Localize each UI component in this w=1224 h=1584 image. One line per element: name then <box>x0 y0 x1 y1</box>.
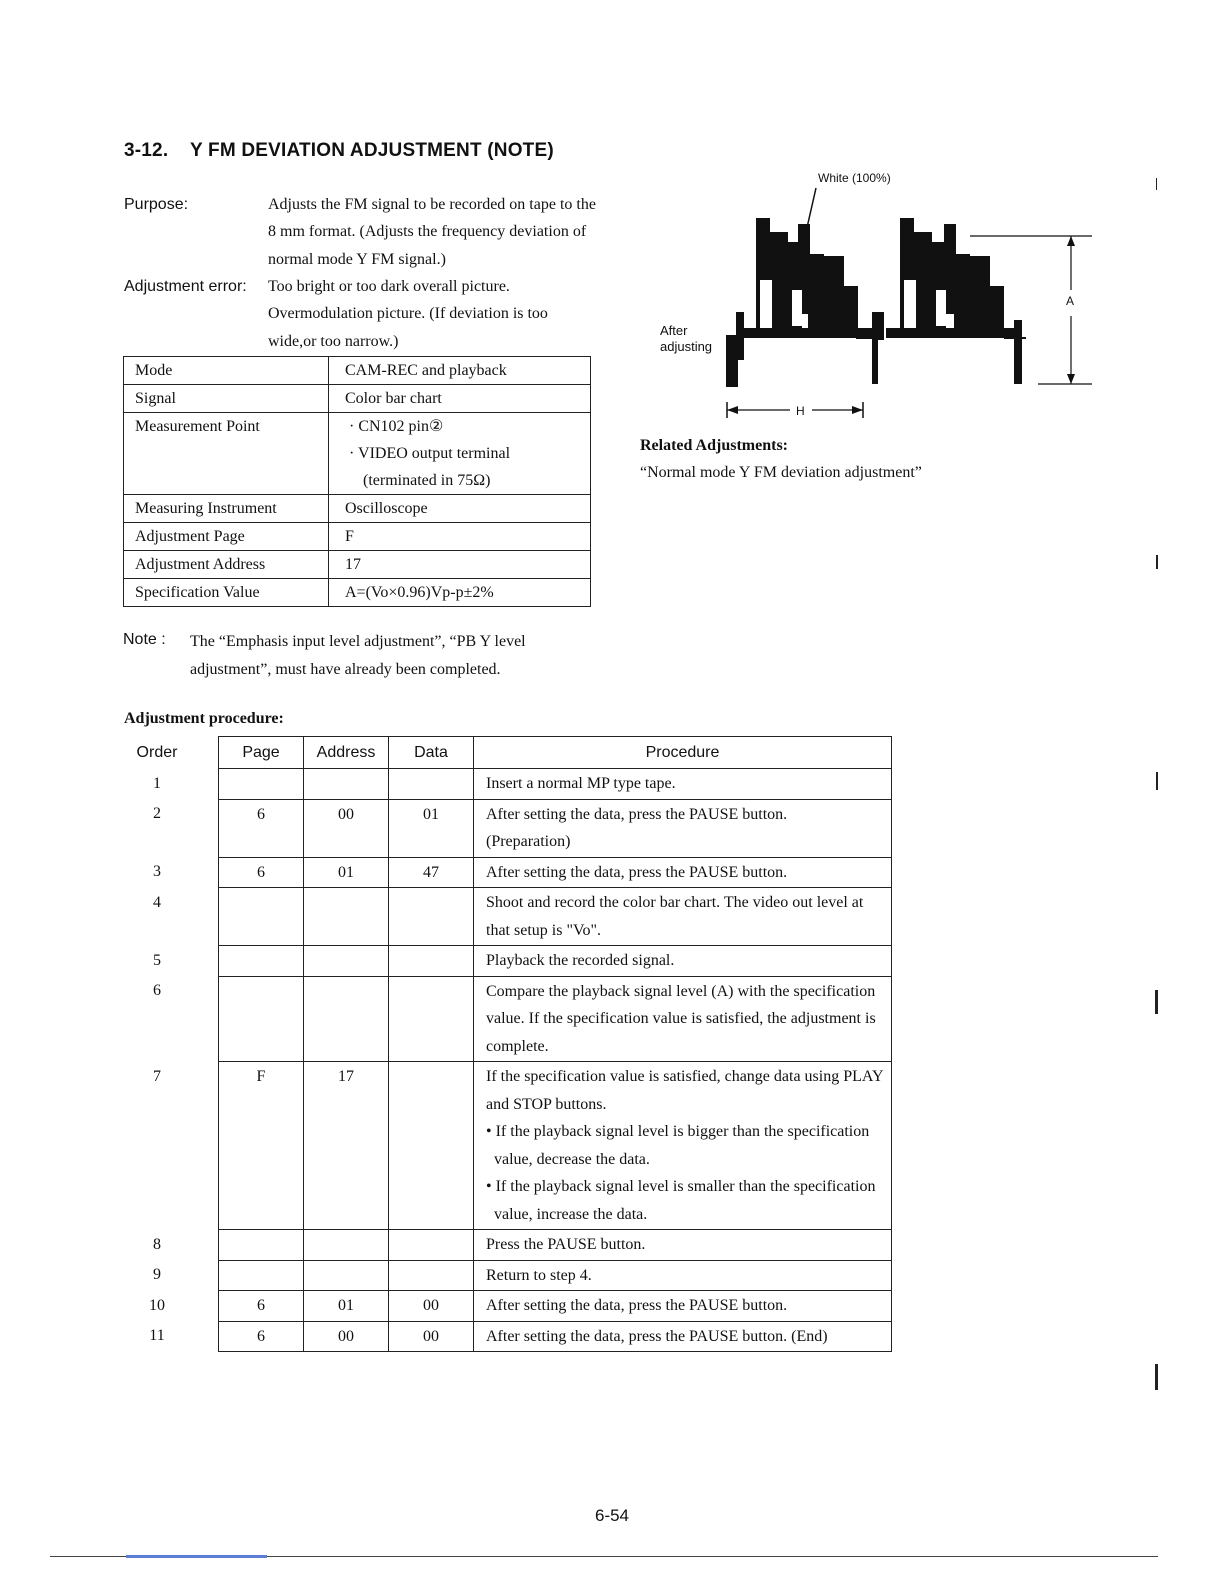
step-procedure-line: After setting the data, press the PAUSE button. <box>486 805 788 823</box>
step-address <box>304 888 389 946</box>
spec-value: Color bar chart <box>329 385 591 413</box>
step-order: 5 <box>153 951 161 969</box>
step-procedure <box>474 1062 892 1230</box>
spec-table <box>123 356 591 607</box>
related-text: “Normal mode Y FM deviation adjustment” <box>640 464 922 481</box>
spec-value: A=(Vo×0.96)Vp-p±2% <box>329 579 591 607</box>
sync-pulse-2 <box>1014 320 1022 384</box>
step-address: 01 <box>304 1291 389 1322</box>
after-label: After <box>660 323 688 338</box>
margin-mark <box>1156 555 1158 569</box>
step-procedure <box>474 1291 892 1322</box>
step-procedure <box>474 946 892 977</box>
spec-value: F <box>329 523 591 551</box>
spec-label: Specification Value <box>124 579 329 607</box>
step-data <box>389 1062 474 1230</box>
step-address: 17 <box>304 1062 389 1230</box>
a-arrowhead-down <box>1067 374 1075 384</box>
step-order: 11 <box>149 1327 165 1344</box>
margin-mark <box>1155 990 1158 1014</box>
step-page: 6 <box>219 1321 304 1352</box>
spec-label: Mode <box>124 357 329 385</box>
step-procedure-line: Insert a normal MP type tape. <box>486 775 676 792</box>
step-data: 01 <box>389 799 474 857</box>
procedure-title: Adjustment procedure: <box>124 710 284 727</box>
procedure-row <box>120 1062 892 1230</box>
margin-mark <box>1156 178 1157 190</box>
step-procedure-line: After setting the data, press the PAUSE button. <box>486 1297 788 1314</box>
spec-row-adjustment-page <box>124 523 591 551</box>
header-data: Data <box>389 737 474 769</box>
adjustment-error-text: Too bright or too dark overall picture. Overmodulation picture. (If deviation is too wide,or too narrow.) <box>268 278 548 350</box>
procedure-row <box>120 769 892 800</box>
spec-row-measurement-point <box>124 413 591 495</box>
step-procedure <box>474 857 892 888</box>
step-data <box>389 1260 474 1291</box>
spec-row-measuring-instrument <box>124 495 591 523</box>
step-procedure-line: (Preparation) <box>486 833 571 850</box>
spec-label: Measurement Point <box>124 413 329 495</box>
section-title-text: Y FM DEVIATION ADJUSTMENT (NOTE) <box>190 140 554 161</box>
step-procedure <box>474 1230 892 1261</box>
bottom-blue-mark <box>126 1555 267 1558</box>
step-procedure <box>474 888 892 946</box>
note-text: The “Emphasis input level adjustment”, “PB Y level adjustment”, must have already been completed. <box>190 633 526 678</box>
step-address: 01 <box>304 857 389 888</box>
step-page: F <box>219 1062 304 1230</box>
h-arrowhead-left <box>727 406 738 414</box>
note-label: Note : <box>123 631 166 648</box>
step-address <box>304 769 389 800</box>
measurement-line: (terminated in 75Ω) <box>363 472 491 489</box>
spec-value: 17 <box>329 551 591 579</box>
step-procedure-line: Compare the playback signal level (A) with the specification value. If the specification value is satisfied, the adjustment is complete. <box>486 982 876 1055</box>
procedure-row <box>120 1260 892 1291</box>
step-procedure <box>474 799 892 857</box>
margin-mark <box>1155 1364 1158 1390</box>
procedure-row <box>120 1291 892 1322</box>
step-data: 47 <box>389 857 474 888</box>
procedure-body <box>120 769 892 1352</box>
spec-row-mode <box>124 357 591 385</box>
spec-value: Oscilloscope <box>329 495 591 523</box>
purpose-label: Purpose: <box>124 196 189 213</box>
step-order: 2 <box>153 805 161 822</box>
procedure-row <box>120 888 892 946</box>
spec-label: Signal <box>124 385 329 413</box>
step-address: 00 <box>304 799 389 857</box>
procedure-row <box>120 976 892 1062</box>
step-page <box>219 769 304 800</box>
header-page: Page <box>219 737 304 769</box>
margin-mark <box>1156 772 1158 790</box>
step-page: 6 <box>219 857 304 888</box>
spec-value <box>329 413 591 495</box>
spec-row-signal <box>124 385 591 413</box>
step-order: 9 <box>153 1266 161 1283</box>
step-procedure-line: Return to step 4. <box>486 1266 592 1284</box>
step-order: 7 <box>153 1067 161 1085</box>
step-address: 00 <box>304 1321 389 1352</box>
purpose-text: Adjusts the FM signal to be recorded on tape to the 8 mm format. (Adjusts the frequency deviation of normal mode Y FM signal.) <box>268 196 596 268</box>
step-procedure-line: After setting the data, press the PAUSE button. <box>486 863 788 881</box>
step-order: 6 <box>153 982 161 999</box>
adjustment-error-label: Adjustment error: <box>124 278 247 295</box>
step-procedure-line: • If the playback signal level is bigger than the specification value, decrease the data. <box>486 1123 870 1168</box>
adjusting-label: adjusting <box>660 339 713 354</box>
a-dimension-label: A <box>1066 294 1075 308</box>
header-procedure: Procedure <box>474 737 892 769</box>
step-address <box>304 946 389 977</box>
step-data <box>389 769 474 800</box>
procedure-row <box>120 1321 892 1352</box>
step-procedure <box>474 1321 892 1352</box>
step-order: 8 <box>153 1235 161 1253</box>
waveform-diagram <box>700 170 1120 430</box>
section-number: 3-12. <box>124 140 169 161</box>
related-title: Related Adjustments: <box>640 437 788 454</box>
step-data <box>389 946 474 977</box>
step-address <box>304 1260 389 1291</box>
procedure-row <box>120 799 892 857</box>
step-page <box>219 1230 304 1261</box>
h-arrowhead-right <box>852 406 863 414</box>
spec-label: Measuring Instrument <box>124 495 329 523</box>
step-address <box>304 1230 389 1261</box>
step-data <box>389 1230 474 1261</box>
step-procedure-line: • If the playback signal level is smaller than the specification value, increase the data. <box>486 1178 876 1223</box>
procedure-row <box>120 857 892 888</box>
step-procedure-line: Shoot and record the color bar chart. The video out level at that setup is "Vo". <box>486 894 864 939</box>
spec-row-adjustment-address <box>124 551 591 579</box>
step-procedure <box>474 976 892 1062</box>
spec-row-specification-value <box>124 579 591 607</box>
step-address <box>304 976 389 1062</box>
procedure-row <box>120 946 892 977</box>
step-procedure-line: After setting the data, press the PAUSE button. (End) <box>486 1327 828 1345</box>
step-page <box>219 888 304 946</box>
step-procedure-line: Press the PAUSE button. <box>486 1236 646 1253</box>
step-order: 1 <box>153 774 161 792</box>
spec-value: CAM-REC and playback <box>329 357 591 385</box>
spec-label: Adjustment Address <box>124 551 329 579</box>
spec-label: Adjustment Page <box>124 523 329 551</box>
step-procedure-line: If the specification value is satisfied, change data using PLAY and STOP buttons. <box>486 1068 883 1113</box>
step-procedure <box>474 769 892 800</box>
step-page: 6 <box>219 799 304 857</box>
header-order: Order <box>136 743 178 761</box>
step-procedure <box>474 1260 892 1291</box>
step-data: 00 <box>389 1291 474 1322</box>
h-dimension-label: H <box>796 404 805 418</box>
page-number: 6-54 <box>594 1506 630 1525</box>
step-page <box>219 976 304 1062</box>
step-order: 10 <box>149 1296 165 1314</box>
step-data <box>389 976 474 1062</box>
waveform-cycle-1 <box>726 218 884 387</box>
procedure-header-row <box>120 737 892 769</box>
procedure-table <box>120 736 892 1352</box>
section-title <box>124 140 554 162</box>
step-data <box>389 888 474 946</box>
step-procedure-line: Playback the recorded signal. <box>486 952 675 969</box>
white-label: White (100%) <box>818 171 891 185</box>
step-page <box>219 946 304 977</box>
step-order: 4 <box>153 893 161 911</box>
step-order: 3 <box>153 863 161 880</box>
measurement-line: · CN102 pin② <box>349 418 444 435</box>
step-page <box>219 1260 304 1291</box>
step-data: 00 <box>389 1321 474 1352</box>
a-arrowhead-up <box>1067 236 1075 246</box>
procedure-row <box>120 1230 892 1261</box>
step-page: 6 <box>219 1291 304 1322</box>
measurement-line: · VIDEO output terminal <box>349 445 511 462</box>
header-address: Address <box>304 737 389 769</box>
